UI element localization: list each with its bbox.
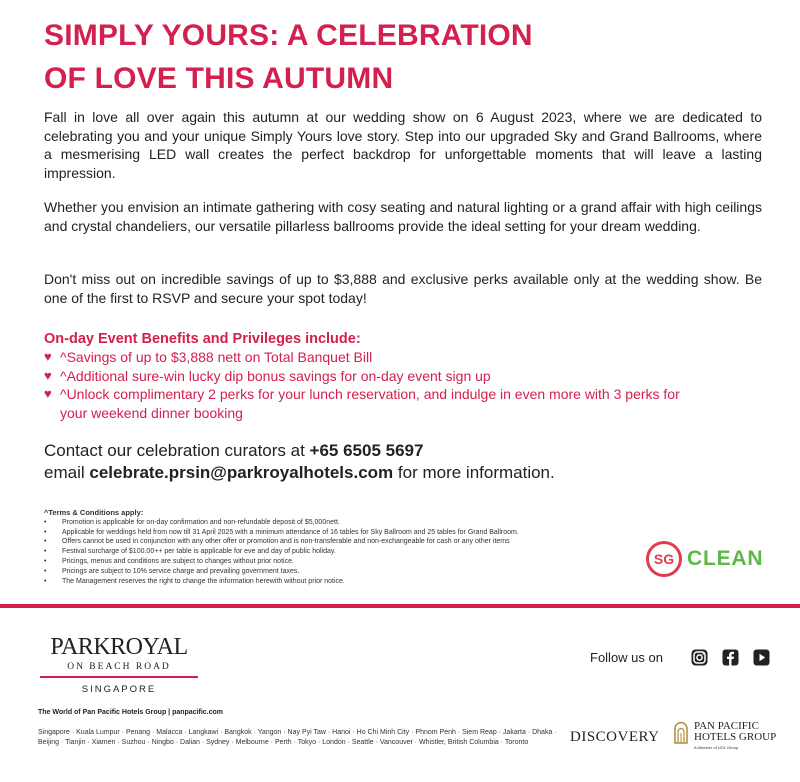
facebook-icon[interactable] xyxy=(722,649,739,666)
terms-item: • Pricings are subject to 10% service charge and prevailing government taxes. xyxy=(44,567,644,577)
parkroyal-logo xyxy=(40,634,198,695)
page-title xyxy=(44,14,764,100)
brand-underline xyxy=(40,676,198,678)
brand-name: PARKROYAL xyxy=(50,634,188,660)
benefits-heading: On-day Event Benefits and Privileges include: xyxy=(44,331,361,347)
pan-pacific-emblem-icon xyxy=(672,721,690,745)
pan-pacific-logo xyxy=(672,721,776,750)
terms-and-conditions xyxy=(44,508,644,586)
benefit-item xyxy=(44,385,684,422)
brand-location: ON BEACH ROAD xyxy=(67,662,171,672)
terms-heading: ^Terms & Conditions apply: xyxy=(44,508,144,517)
heart-icon: ♥ xyxy=(44,349,52,364)
terms-item: • Promotion is applicable for on-day confirmation and non-refundable deposit of $5,000nett. xyxy=(44,518,644,528)
benefit-text: ^Additional sure-win lucky dip bonus savings for on-day event sign up xyxy=(60,367,491,384)
contact-phone-line xyxy=(44,440,555,462)
brand-city: SINGAPORE xyxy=(81,684,157,695)
clean-word: CLEAN xyxy=(687,547,764,570)
terms-item: • Pricings, menus and conditions are subject to changes without prior notice. xyxy=(44,557,644,567)
benefit-item xyxy=(44,367,684,386)
terms-list xyxy=(44,518,644,587)
contact-email-line xyxy=(44,462,555,484)
terms-item: • Offers cannot be used in conjunction with any other offer or promotion and is non-transferable and non-exchangeable for cash or any other items xyxy=(44,537,644,547)
instagram-icon[interactable] xyxy=(691,649,708,666)
heart-icon: ♥ xyxy=(44,386,52,401)
pan-pacific-member: A Member of UOL Group xyxy=(694,745,739,750)
benefits-list xyxy=(44,348,684,422)
intro-paragraph: Fall in love all over again this autumn at our wedding show on 6 August 2023, where we are dedicated to celebrating you and your unique Simply Yours love story. Step into our upgraded Sky and Grand Ballrooms, where a mesmerising LED wall creates the perfect backdrop for unforgettable moments that will leave a lasting impression. xyxy=(44,109,762,181)
benefit-text: ^Savings of up to $3,888 nett on Total Banquet Bill xyxy=(60,349,373,365)
email-suffix: for more information. xyxy=(393,463,555,482)
phone-number[interactable]: +65 6505 5697 xyxy=(309,441,424,460)
email-prefix: email xyxy=(44,463,90,482)
section-divider xyxy=(0,604,800,608)
youtube-icon[interactable] xyxy=(753,649,770,666)
terms-item: • Applicable for weddings held from now till 31 April 2025 with a minimum attendance of 16 tables for Sky Ballroom and 25 tables for Grand Ballroom. xyxy=(44,528,644,538)
sg-badge: SG xyxy=(646,541,682,577)
group-tagline: The World of Pan Pacific Hotels Group | panpacific.com xyxy=(38,709,224,716)
pan-pacific-line-2: HOTELS GROUP xyxy=(694,731,777,743)
city-list: Singapore · Kuala Lumpur · Penang · Malacca · Langkawi · Bangkok · Yangon · Nay Pyi Taw · Hanoi · Ho Chi Minh City · Phnom Penh · Siem Reap · Jakarta · Dhaka · Beijing · Tianjin · Xiamen · Suzhou · Ningbo · Dalian · Sydney · Melbourne · Perth · Tokyo · London · Seattle · Vancouver · Whistler, British Columbia · Toronto xyxy=(38,729,557,746)
contact-block xyxy=(44,440,555,484)
benefit-item xyxy=(44,348,684,367)
savings-paragraph: Don't miss out on incredible savings of up to $3,888 and exclusive perks available only at the wedding show. Be one of the first to RSVP and secure your spot today! xyxy=(44,271,762,306)
follow-us xyxy=(590,649,770,666)
terms-item: • The Management reserves the right to change the information herewith without prior notice. xyxy=(44,577,644,587)
discovery-logo: DISCOVERY xyxy=(570,729,660,745)
heart-icon: ♥ xyxy=(44,367,52,383)
sg-clean-logo xyxy=(646,541,763,577)
pan-pacific-line-1: PAN PACIFIC xyxy=(694,720,759,732)
title-line-1: SIMPLY YOURS: A CELEBRATION xyxy=(44,19,533,52)
benefit-text: ^Unlock complimentary 2 perks for your lunch reservation, and indulge in even more with 3 perks for your weekend dinner booking xyxy=(60,386,680,421)
ballroom-paragraph: Whether you envision an intimate gathering with cosy seating and natural lighting or a grand affair with high ceilings and crystal chandeliers, our versatile pillarless ballrooms provide the ideal setting for your dream wedding. xyxy=(44,199,762,234)
terms-item: • Festival surcharge of $100.00++ per table is applicable for eve and day of public holiday. xyxy=(44,547,644,557)
title-line-2: OF LOVE THIS AUTUMN xyxy=(44,62,394,95)
contact-prefix: Contact our celebration curators at xyxy=(44,441,310,460)
pan-pacific-text xyxy=(694,721,776,750)
follow-label: Follow us on xyxy=(590,650,663,665)
email-link[interactable]: celebrate.prsin@parkroyalhotels.com xyxy=(89,463,394,482)
